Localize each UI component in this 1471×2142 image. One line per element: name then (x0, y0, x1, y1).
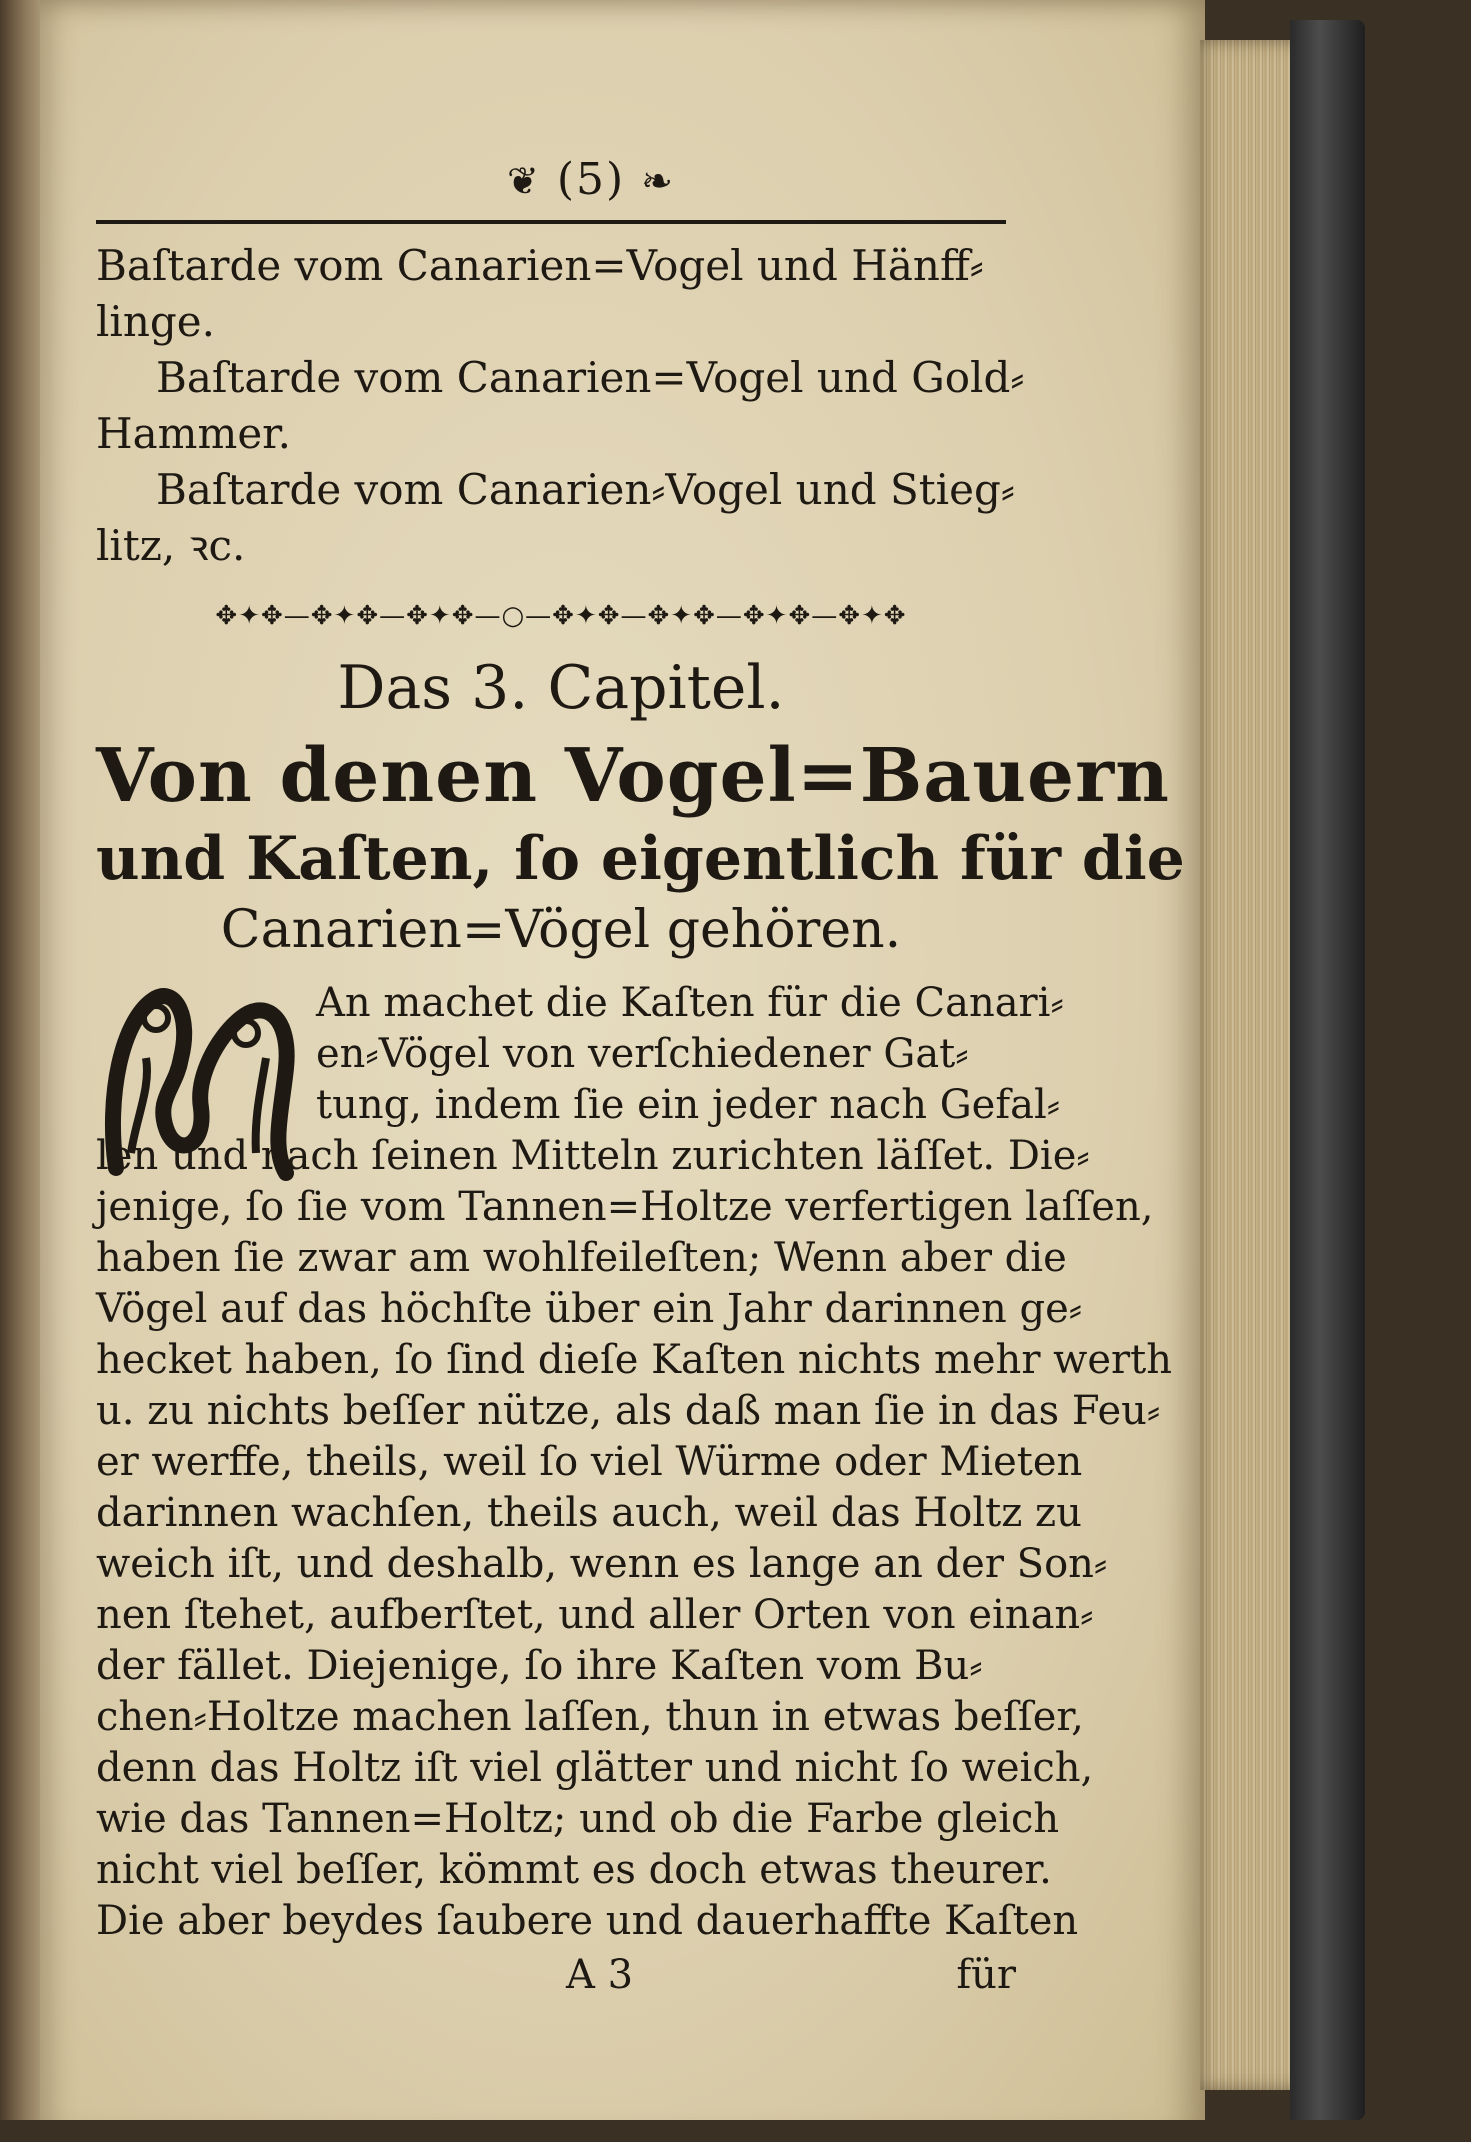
body-line: haben ſie zwar am wohlfeileſten; Wenn aber die (96, 1235, 1067, 1281)
page-footer (96, 1947, 1026, 2003)
backdrop (1365, 0, 1471, 2142)
decorated-initial-icon (96, 978, 306, 1188)
running-header (156, 150, 1026, 210)
fleuron-left-icon: ❦ (506, 159, 541, 203)
body-line: chen⸗Holtze machen laſſen, thun in etwas beſſer, (96, 1694, 1084, 1740)
body-line: Die aber beydes ſaubere und dauerhaffte Kaſten (96, 1898, 1079, 1944)
intro-line: Baſtarde vom Canarien⸗Vogel und Stieg⸗ (156, 465, 1015, 514)
fleuron-right-icon: ❧ (641, 159, 675, 203)
page-text (96, 150, 1185, 2003)
chapter-number: Das 3. Capitel. (337, 653, 785, 723)
intro-line: Baſtarde vom Canarien=Vogel und Hänff⸗ (96, 241, 984, 290)
body-paragraph (96, 978, 1173, 1947)
backdrop-bottom (0, 2120, 1471, 2142)
chapter-title-line: Canarien=Vögel gehören. (220, 900, 902, 960)
body-line: len und nach ſeinen Mitteln zurichten läſſet. Die⸗ (96, 1133, 1090, 1179)
body-line: Vögel auf das höchſte über ein Jahr darinnen ge⸗ (96, 1286, 1083, 1332)
chapter-title-line: und Kaſten, ſo eigentlich für die (96, 824, 1185, 894)
body-line: darinnen wachſen, theils auch, weil das Holtz zu (96, 1490, 1082, 1536)
chapter-title-line: Von denen Vogel=Bauern (96, 733, 1170, 819)
header-rule (96, 220, 1006, 224)
body-line: der fället. Diejenige, ſo ihre Kaſten vom Bu⸗ (96, 1643, 983, 1689)
body-line: jenige, ſo ſie vom Tannen=Holtze verfertigen laſſen, (96, 1184, 1154, 1230)
body-line: tung, indem ſie ein jeder nach Gefal⸗ (316, 1082, 1061, 1128)
body-line: weich iſt, und deshalb, wenn es lange an der Son⸗ (96, 1541, 1108, 1587)
body-line: nen ſtehet, aufberſtet, und aller Orten von einan⸗ (96, 1592, 1094, 1638)
page-number: (5) (556, 154, 626, 205)
signature-mark: A 3 (566, 1952, 634, 1998)
intro-line: Baſtarde vom Canarien=Vogel und Gold⸗ (156, 353, 1025, 402)
body-line: u. zu nichts beſſer nütze, als daß man ſie in das Feu⸗ (96, 1388, 1161, 1434)
body-line: wie das Tannen=Holtz; und ob die Farbe gleich (96, 1796, 1060, 1842)
body-line: nicht viel beſſer, kömmt es doch etwas theurer. (96, 1847, 1052, 1893)
body-line: denn das Holtz iſt viel glätter und nicht ſo weich, (96, 1745, 1094, 1791)
body-line: hecket haben, ſo ſind dieſe Kaſten nichts mehr werth (96, 1337, 1173, 1383)
book-cover-edge (1290, 20, 1365, 2120)
intro-line: litz, ꝛc. (96, 521, 246, 570)
ornamental-divider: ✥✦✥—✥✦✥—✥✦✥—○—✥✦✥—✥✦✥—✥✦✥—✥✦✥ (215, 601, 907, 631)
body-line: er werffe, theils, weil ſo viel Würme oder Mieten (96, 1439, 1083, 1485)
body-line: en⸗Vögel von verſchiedener Gat⸗ (316, 1031, 969, 1077)
intro-line: linge. (96, 297, 216, 346)
intro-line: Hammer. (96, 409, 291, 458)
body-line: An machet die Kaſten für die Canari⸗ (316, 980, 1064, 1026)
catchword: für (956, 1952, 1016, 1998)
